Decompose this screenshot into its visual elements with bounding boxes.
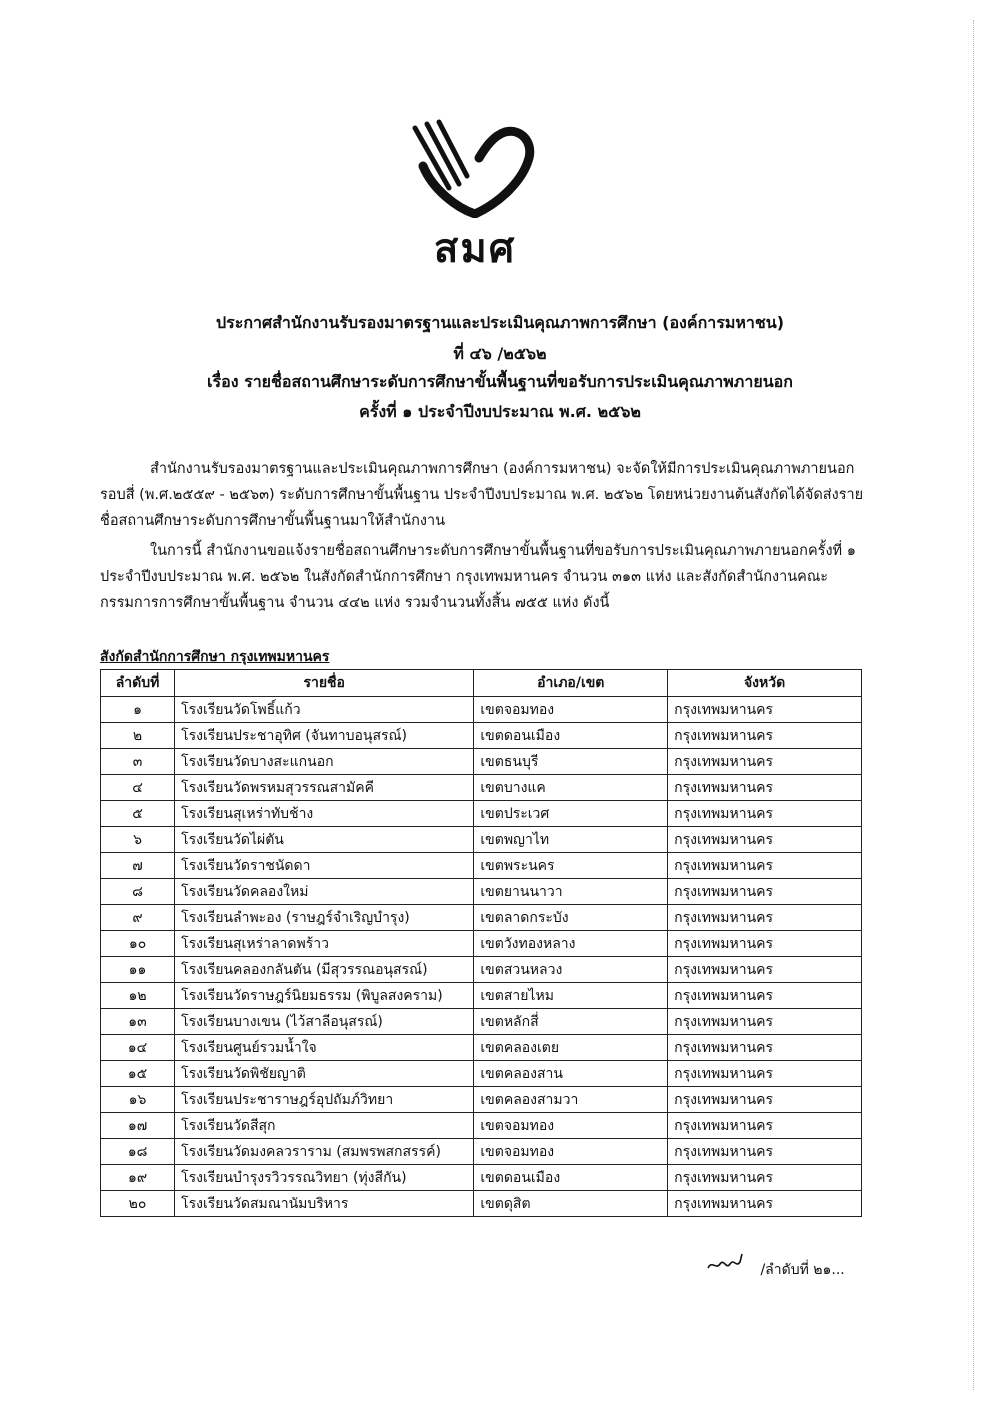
- row-province: กรุงเทพมหานคร: [668, 801, 862, 827]
- row-no: ๑๖: [101, 1087, 175, 1113]
- row-province: กรุงเทพมหานคร: [668, 853, 862, 879]
- header-no: ลำดับที่: [101, 670, 175, 697]
- row-province: กรุงเทพมหานคร: [668, 879, 862, 905]
- row-district: เขตสวนหลวง: [474, 957, 668, 983]
- row-district: เขตลาดกระบัง: [474, 905, 668, 931]
- row-district: เขตดอนเมือง: [474, 1165, 668, 1191]
- row-district: เขตคลองสามวา: [474, 1087, 668, 1113]
- row-no: ๕: [101, 801, 175, 827]
- row-no: ๑๘: [101, 1139, 175, 1165]
- table-row: [101, 723, 862, 749]
- table-row: [101, 1035, 862, 1061]
- initials-signature-icon: [706, 1252, 746, 1274]
- row-province: กรุงเทพมหานคร: [668, 931, 862, 957]
- row-province: กรุงเทพมหานคร: [668, 1087, 862, 1113]
- row-name: โรงเรียนวัดพรหมสุวรรณสามัคคี: [175, 775, 474, 801]
- table-row: [101, 1113, 862, 1139]
- row-no: ๑๔: [101, 1035, 175, 1061]
- row-district: เขตสายไหม: [474, 983, 668, 1009]
- table-row: [101, 983, 862, 1009]
- row-name: โรงเรียนวัดคลองใหม่: [175, 879, 474, 905]
- header-district: อำเภอ/เขต: [474, 670, 668, 697]
- row-no: ๒๐: [101, 1191, 175, 1217]
- row-name: โรงเรียนประชาอุทิศ (จันทาบอนุสรณ์): [175, 723, 474, 749]
- section-title: สังกัดสำนักการศึกษา กรุงเทพมหานคร: [100, 649, 330, 665]
- row-province: กรุงเทพมหานคร: [668, 827, 862, 853]
- row-no: ๑๓: [101, 1009, 175, 1035]
- row-no: ๑๑: [101, 957, 175, 983]
- row-district: เขตยานนาวา: [474, 879, 668, 905]
- row-district: เขตจอมทอง: [474, 1113, 668, 1139]
- table-row: [101, 1061, 862, 1087]
- row-no: ๙: [101, 905, 175, 931]
- row-province: กรุงเทพมหานคร: [668, 697, 862, 723]
- row-name: โรงเรียนศูนย์รวมน้ำใจ: [175, 1035, 474, 1061]
- row-name: โรงเรียนบางเขน (ไว้สาลีอนุสรณ์): [175, 1009, 474, 1035]
- row-district: เขตจอมทอง: [474, 697, 668, 723]
- row-no: ๔: [101, 775, 175, 801]
- header-name: รายชื่อ: [175, 670, 474, 697]
- row-province: กรุงเทพมหานคร: [668, 1009, 862, 1035]
- table-row: [101, 1165, 862, 1191]
- table-row: [101, 1139, 862, 1165]
- school-list-table: [100, 669, 862, 1217]
- scan-edge-marks: [971, 20, 974, 1390]
- table-row: [101, 905, 862, 931]
- row-province: กรุงเทพมหานคร: [668, 983, 862, 1009]
- row-district: เขตบางแค: [474, 775, 668, 801]
- row-no: ๑๒: [101, 983, 175, 1009]
- row-province: กรุงเทพมหานคร: [668, 957, 862, 983]
- row-province: กรุงเทพมหานคร: [668, 1139, 862, 1165]
- row-no: ๑๕: [101, 1061, 175, 1087]
- row-district: เขตดอนเมือง: [474, 723, 668, 749]
- row-province: กรุงเทพมหานคร: [668, 1165, 862, 1191]
- table-row: [101, 1087, 862, 1113]
- heart-swoosh-icon: [405, 118, 545, 218]
- table-row: [101, 879, 862, 905]
- row-province: กรุงเทพมหานคร: [668, 1035, 862, 1061]
- row-province: กรุงเทพมหานคร: [668, 1191, 862, 1217]
- row-district: เขตคลองสาน: [474, 1061, 668, 1087]
- table-header-row: [101, 670, 862, 697]
- row-district: เขตจอมทอง: [474, 1139, 668, 1165]
- announcement-number: ที่ ๔๖ /๒๕๖๒: [453, 344, 547, 363]
- row-no: ๑๙: [101, 1165, 175, 1191]
- row-no: ๘: [101, 879, 175, 905]
- row-province: กรุงเทพมหานคร: [668, 749, 862, 775]
- header-province: จังหวัด: [668, 670, 862, 697]
- row-name: โรงเรียนวัดโพธิ์แก้ว: [175, 697, 474, 723]
- logo-text: สมศ: [433, 226, 517, 272]
- row-district: เขตหลักสี่: [474, 1009, 668, 1035]
- table-row: [101, 1009, 862, 1035]
- table-row: [101, 801, 862, 827]
- announcement-round: ครั้งที่ ๑ ประจำปีงบประมาณ พ.ศ. ๒๕๖๒: [359, 402, 641, 421]
- table-row: [101, 697, 862, 723]
- row-name: โรงเรียนวัดสมณานัมบริหาร: [175, 1191, 474, 1217]
- row-district: เขตวังทองหลาง: [474, 931, 668, 957]
- announcement-subject: เรื่อง รายชื่อสถานศึกษาระดับการศึกษาขั้นพื้นฐานที่ขอรับการประเมินคุณภาพภายนอก: [207, 372, 793, 391]
- row-district: เขตธนบุรี: [474, 749, 668, 775]
- row-no: ๗: [101, 853, 175, 879]
- row-province: กรุงเทพมหานคร: [668, 905, 862, 931]
- row-name: โรงเรียนวัดราชนัดดา: [175, 853, 474, 879]
- row-name: โรงเรียนวัดบางสะแกนอก: [175, 749, 474, 775]
- table-row: [101, 749, 862, 775]
- row-no: ๑๗: [101, 1113, 175, 1139]
- row-province: กรุงเทพมหานคร: [668, 723, 862, 749]
- row-name: โรงเรียนลำพะอง (ราษฎร์จำเริญบำรุง): [175, 905, 474, 931]
- row-no: ๑: [101, 697, 175, 723]
- row-name: โรงเรียนวัดมงคลวราราม (สมพรพสกสรรค์): [175, 1139, 474, 1165]
- row-name: โรงเรียนวัดสีสุก: [175, 1113, 474, 1139]
- row-no: ๒: [101, 723, 175, 749]
- row-district: เขตประเวศ: [474, 801, 668, 827]
- table-row: [101, 957, 862, 983]
- row-district: เขตพญาไท: [474, 827, 668, 853]
- row-province: กรุงเทพมหานคร: [668, 775, 862, 801]
- row-district: เขตดุสิต: [474, 1191, 668, 1217]
- row-name: โรงเรียนประชาราษฎร์อุปถัมภ์วิทยา: [175, 1087, 474, 1113]
- row-no: ๓: [101, 749, 175, 775]
- body-paragraph-2: ในการนี้ สำนักงานขอแจ้งรายชื่อสถานศึกษาระดับการศึกษาขั้นพื้นฐานที่ขอรับการประเมินคุณภาพภายนอกครั้งที่ ๑ ประจำปีงบประมาณ พ.ศ. ๒๕๖๒ ในสังกัดสำนักการศึกษา กรุงเทพมหานคร จำนวน ๓๑๓ แห่ง และสังกัดสำนักงานคณะกรรมการการศึกษาขั้นพื้นฐาน จำนวน ๔๔๒ แห่ง รวมจำนวนทั้งสิ้น ๗๕๕ แห่ง ดังนี้: [100, 543, 856, 611]
- table-row: [101, 775, 862, 801]
- body-paragraph-1: สำนักงานรับรองมาตรฐานและประเมินคุณภาพการศึกษา (องค์การมหาชน) จะจัดให้มีการประเมินคุณภาพภายนอกรอบสี่ (พ.ศ.๒๕๕๙ - ๒๕๖๓) ระดับการศึกษาขั้นพื้นฐาน ประจำปีงบประมาณ พ.ศ. ๒๕๖๒ โดยหน่วยงานต้นสังกัดได้จัดส่งรายชื่อสถานศึกษาระดับการศึกษาขั้นพื้นฐานมาให้สำนักงาน: [100, 461, 864, 529]
- row-name: โรงเรียนคลองกลันตัน (มีสุวรรณอนุสรณ์): [175, 957, 474, 983]
- onesqa-logo: [405, 118, 545, 272]
- row-province: กรุงเทพมหานคร: [668, 1113, 862, 1139]
- page-footer: [706, 1252, 845, 1281]
- table-row: [101, 853, 862, 879]
- row-name: โรงเรียนวัดไผ่ตัน: [175, 827, 474, 853]
- table-row: [101, 931, 862, 957]
- announcement-title: ประกาศสำนักงานรับรองมาตรฐานและประเมินคุณภาพการศึกษา (องค์การมหาชน): [215, 313, 785, 332]
- row-name: โรงเรียนวัดราษฎร์นิยมธรรม (พิบูลสงคราม): [175, 983, 474, 1009]
- table-row: [101, 1191, 862, 1217]
- continued-label: /ลำดับที่ ๒๑...: [760, 1262, 845, 1278]
- row-district: เขตพระนคร: [474, 853, 668, 879]
- row-district: เขตคลองเตย: [474, 1035, 668, 1061]
- row-no: ๑๐: [101, 931, 175, 957]
- row-name: โรงเรียนบำรุงรวิวรรณวิทยา (ทุ่งสีกัน): [175, 1165, 474, 1191]
- row-name: โรงเรียนสุเหร่าทับช้าง: [175, 801, 474, 827]
- table-row: [101, 827, 862, 853]
- row-name: โรงเรียนวัดพิชัยญาติ: [175, 1061, 474, 1087]
- row-no: ๖: [101, 827, 175, 853]
- row-province: กรุงเทพมหานคร: [668, 1061, 862, 1087]
- row-name: โรงเรียนสุเหร่าลาดพร้าว: [175, 931, 474, 957]
